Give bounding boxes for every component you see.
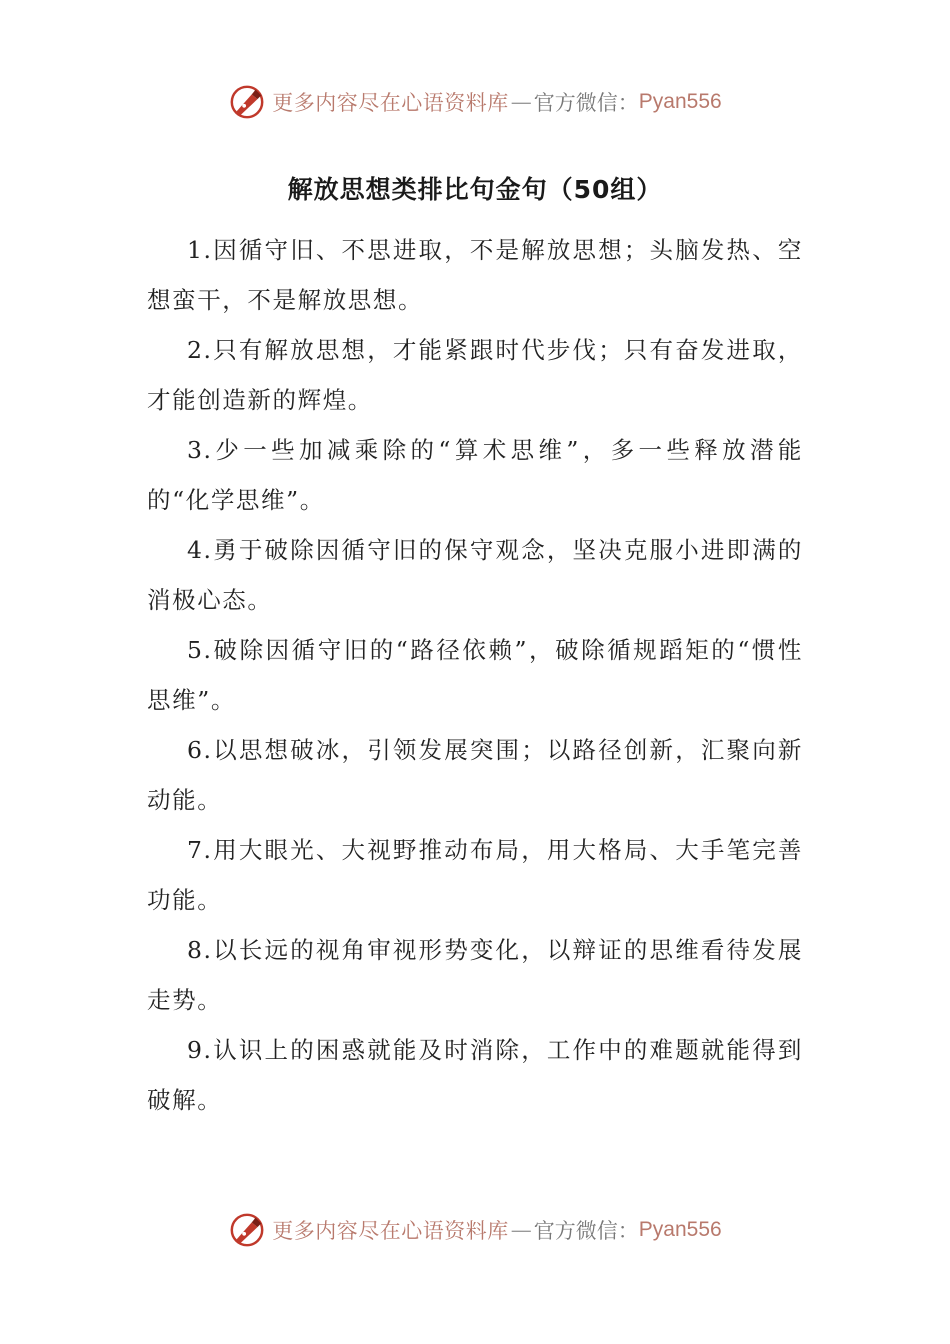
paragraph-7: 7.用大眼光、大视野推动布局，用大格局、大手笔完善功能。: [147, 836, 803, 914]
paragraph-2: 2.只有解放思想，才能紧跟时代步伐；只有奋发进取，才能创造新的辉煌。: [147, 336, 803, 414]
banner-text: 更多内容尽在心语资料库: [272, 91, 509, 115]
footer-banner: [0, 1208, 950, 1252]
banner-wechat-id: Pyan556: [638, 1218, 722, 1241]
pen-nib-logo-icon: [228, 1211, 266, 1249]
banner-wechat-id: Pyan556: [638, 90, 722, 113]
paragraph-5: 5.破除因循守旧的“路径依赖”，破除循规蹈矩的“惯性思维”。: [147, 636, 803, 714]
paragraph-4: 4.勇于破除因循守旧的保守观念，坚决克服小进即满的消极心态。: [147, 536, 803, 614]
paragraph-6: 6.以思想破冰，引领发展突围；以路径创新，汇聚向新动能。: [147, 736, 803, 814]
paragraph-9: 9.认识上的困惑就能及时消除，工作中的难题就能得到破解。: [147, 1036, 803, 1114]
paragraph-3: 3.少一些加减乘除的“算术思维”，多一些释放潜能的“化学思维”。: [147, 436, 803, 514]
banner-wechat-label: 官方微信：: [533, 1219, 639, 1243]
paragraph-8: 8.以长远的视角审视形势变化，以辩证的思维看待发展走势。: [147, 936, 803, 1014]
document-body: [147, 225, 803, 1125]
pen-nib-logo-icon: [228, 83, 266, 121]
banner-separator: —: [510, 90, 532, 114]
document-title: 解放思想类排比句金句（50组）: [287, 175, 663, 204]
banner-separator: —: [510, 1218, 532, 1242]
banner-text: 更多内容尽在心语资料库: [272, 1219, 509, 1243]
banner-wechat-label: 官方微信：: [533, 91, 639, 115]
header-banner: [0, 80, 950, 124]
paragraph-1: 1.因循守旧、不思进取，不是解放思想；头脑发热、空想蛮干，不是解放思想。: [147, 236, 803, 314]
